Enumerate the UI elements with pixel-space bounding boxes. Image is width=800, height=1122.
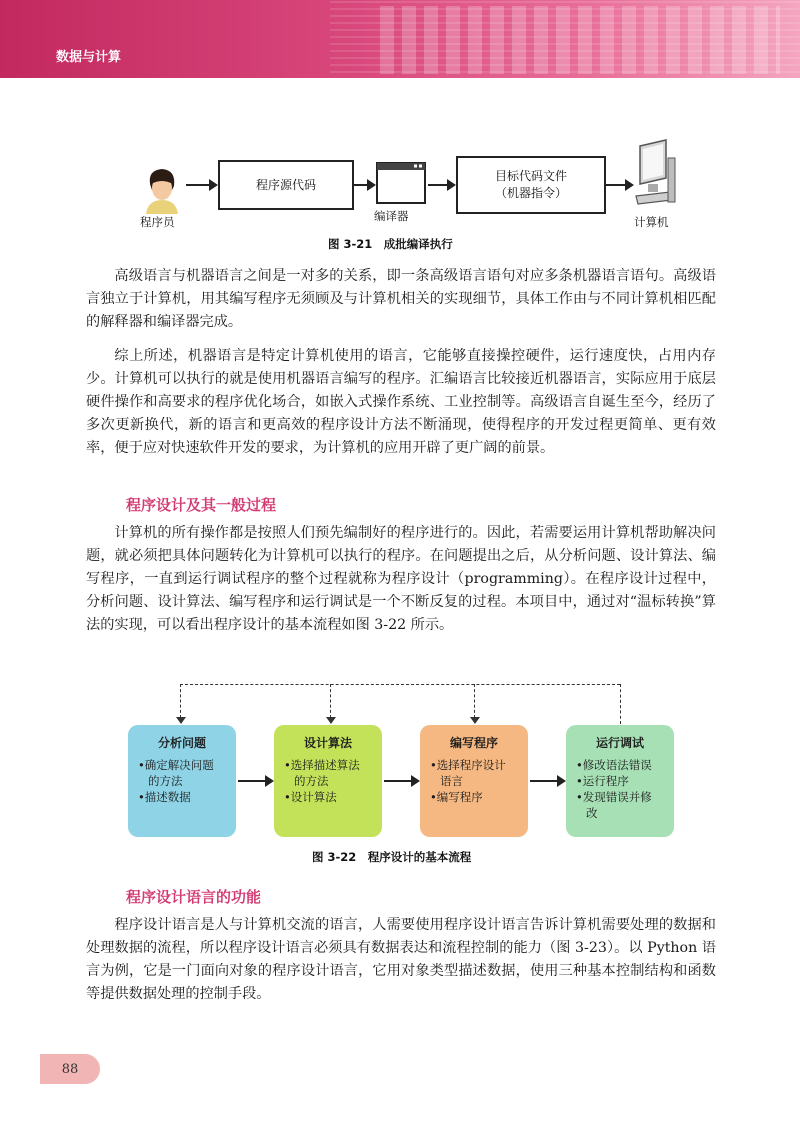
step-item: •选择程序设计 — [430, 758, 506, 772]
arrow — [352, 184, 374, 186]
step-item: •确定解决问题 — [138, 758, 214, 772]
paragraph-language-function — [86, 914, 716, 1006]
compiler-window-icon — [376, 162, 426, 204]
feedback-line — [180, 684, 620, 685]
source-code-box: 程序源代码 — [218, 160, 354, 210]
step-item: •选择描述算法 — [284, 758, 360, 772]
feedback-arrow — [326, 717, 336, 724]
step-item: 语言 — [440, 774, 463, 788]
header-code-pattern-2 — [380, 6, 780, 74]
feedback-arrow — [176, 717, 186, 724]
step-item: •运行程序 — [576, 774, 629, 788]
arrow — [428, 184, 454, 186]
feedback-line — [330, 684, 331, 718]
paragraph-text: 综上所述，机器语言是特定计算机使用的语言，它能够直接操控硬件，运行速度快，占用内存少。计算机可以执行的就是使用机器语言编写的程序。汇编语言比较接近机器语言，实际应用于底层硬件操作和高要求的程序优化场合，如嵌入式操作系统、工业控制等。高级语言自诞生至今，经历了多次更新换代，新的语言和更高效的程序设计方法不断涌现，使得程序的开发过程更简单、更有效率，便于应对快速软件开发的要求，为计算机的应用开辟了更广阔的前景。 — [86, 348, 716, 456]
chapter-header — [0, 0, 800, 78]
step-run-debug — [566, 725, 674, 837]
step-title: 运行调试 — [595, 736, 644, 750]
compiler-label: 编译器 — [374, 209, 409, 223]
object-code-box — [456, 156, 606, 214]
step-title: 设计算法 — [303, 736, 352, 750]
arrow — [604, 184, 632, 186]
feedback-arrow — [470, 717, 480, 724]
figure-program-flow — [118, 680, 698, 850]
step-item: 改 — [586, 806, 598, 820]
feedback-line — [474, 684, 475, 718]
flow-arrow — [238, 780, 272, 782]
step-title: 编写程序 — [449, 736, 498, 750]
paragraph-summary — [86, 345, 716, 460]
step-item: 的方法 — [148, 774, 183, 788]
arrow — [186, 184, 216, 186]
step-item: •设计算法 — [284, 790, 337, 804]
feedback-line — [180, 684, 181, 718]
paragraph-language-relation — [86, 265, 716, 334]
step-write-program — [420, 725, 528, 837]
paragraph-process — [86, 522, 716, 637]
step-item: •描述数据 — [138, 790, 191, 804]
step-item: •发现错误并修 — [576, 790, 652, 804]
step-item: 的方法 — [294, 774, 329, 788]
step-item: •编写程序 — [430, 790, 483, 804]
machine-instruction-label: （机器指令） — [494, 186, 567, 200]
chapter-title: 数据与计算 — [56, 50, 122, 65]
step-analyze-problem — [128, 725, 236, 837]
page-number: 88 — [40, 1054, 100, 1084]
figure-3-22-caption: 图 3-22 程序设计的基本流程 — [312, 850, 472, 864]
step-title: 分析问题 — [157, 736, 206, 750]
programmer-label: 程序员 — [140, 215, 175, 229]
paragraph-text: 计算机的所有操作都是按照人们预先编制好的程序进行的。因此，若需要运用计算机帮助解决问题，就必须把具体问题转化为计算机可以执行的程序。在问题提出之后，从分析问题、设计算法、编写程序，一直到运行调试程序的整个过程就称为程序设计（programming）。在程序设计过程中，分析问题、设计算法、编写程序和运行调试是一个不断反复的过程。本项目中，通过对“温标转换”算法的实现，可以看出程序设计的基本流程如图 3-22 所示。 — [86, 525, 716, 633]
computer-icon — [632, 138, 676, 214]
section-heading-process: 程序设计及其一般过程 — [126, 496, 277, 514]
programmer-icon — [142, 164, 182, 214]
figure-batch-compile — [120, 150, 700, 245]
step-item: •修改语法错误 — [576, 758, 652, 772]
flow-arrow — [384, 780, 418, 782]
figure-3-21-caption: 图 3-21 成批编译执行 — [328, 237, 453, 251]
step-design-algorithm — [274, 725, 382, 837]
feedback-line — [620, 684, 621, 724]
object-code-label: 目标代码文件 — [494, 169, 567, 183]
paragraph-text: 高级语言与机器语言之间是一对多的关系，即一条高级语言语句对应多条机器语言语句。高级语言独立于计算机，用其编写程序无须顾及与计算机相关的实现细节，具体工作由与不同计算机相匹配的解释器和编译器完成。 — [86, 268, 716, 330]
paragraph-text: 程序设计语言是人与计算机交流的语言，人需要使用程序设计语言告诉计算机需要处理的数据和处理数据的流程，所以程序设计语言必须具有数据表达和流程控制的能力（图 3-23）。以 Python 语言为例，它是一门面向对象的程序设计语言，它用对象类型描述数据，使用三种基本控制结构和函数等提供数据处理的控制手段。 — [86, 917, 716, 1002]
computer-label: 计算机 — [634, 215, 669, 229]
flow-arrow — [530, 780, 564, 782]
section-heading-language: 程序设计语言的功能 — [126, 888, 262, 906]
